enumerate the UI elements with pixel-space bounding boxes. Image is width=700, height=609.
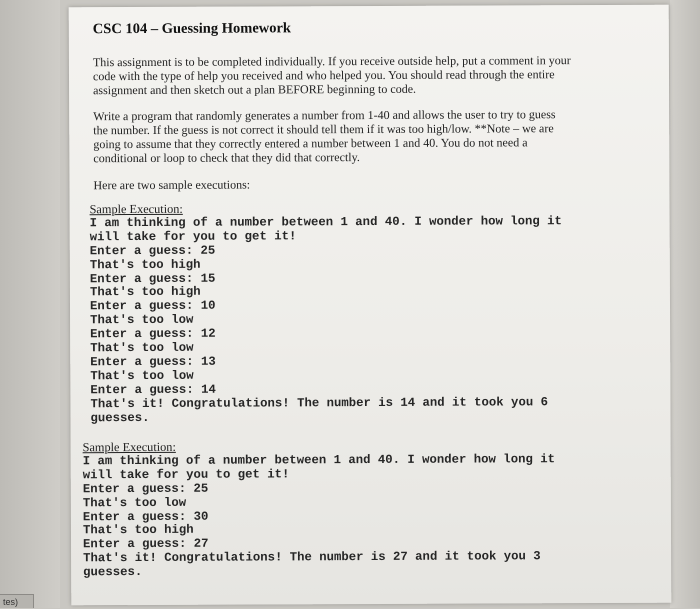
bottom-left-tab[interactable]: tes) — [0, 594, 34, 608]
output-line: Enter a guess: 15 — [89, 271, 216, 286]
output-line: That's too low — [90, 368, 194, 384]
instructions-paragraph: This assignment is to be completed individually. If you receive outside help, put a comment in your code with the type of help you received and who helped you. You should read through the entire assignment and then sketch out a plan BEFORE beginning to code. — [92, 53, 571, 98]
output-line: Enter a guess: 13 — [90, 354, 216, 370]
output-line: Enter a guess: 12 — [90, 326, 216, 342]
samples-intro: Here are two sample executions: — [93, 177, 251, 193]
output-line: Enter a guess: 30 — [82, 509, 209, 524]
left-background — [0, 0, 60, 608]
output-line: That's too high — [89, 285, 201, 300]
output-line: Enter a guess: 27 — [83, 537, 209, 552]
right-background — [670, 0, 700, 608]
sample-heading: Sample Execution: — [82, 439, 176, 455]
output-line: I am thinking of a number between 1 and 40. I wonder how long it — [82, 452, 555, 469]
output-line: That's too high — [82, 523, 194, 538]
sample-execution-2 — [83, 439, 582, 580]
output-line: Enter a guess: 25 — [89, 243, 216, 258]
output-line: guesses. — [83, 565, 143, 580]
document-title: CSC 104 – Guessing Homework — [92, 20, 292, 38]
output-line: will take for you to get it! — [82, 467, 290, 483]
output-line: That's it! Congratulations! The number is 27 and it took you 3 — [83, 549, 541, 566]
output-line: guesses. — [90, 410, 150, 425]
output-line: That's it! Congratulations! The number is 14 and it took you 6 — [90, 394, 548, 411]
document-page — [69, 5, 672, 606]
output-line: That's too low — [90, 313, 194, 328]
output-line: I am thinking of a number between 1 and 40. I wonder how long it — [89, 214, 562, 231]
task-paragraph: Write a program that randomly generates a number from 1-40 and allows the user to try to guess the number. If the guess is not correct it should tell them if it was too high/low. **Note – we are going to assume that they correctly entered a number between 1 and 40. You do not need a conditional or loop to check that they did that correctly. — [93, 107, 556, 166]
output-line: Enter a guess: 14 — [90, 382, 216, 398]
output-line: Enter a guess: 25 — [82, 481, 209, 496]
output-line: That's too low — [82, 495, 187, 510]
output-line: will take for you to get it! — [89, 229, 297, 245]
output-line: That's too high — [89, 257, 201, 272]
output-line: That's too low — [90, 340, 194, 356]
output-line: Enter a guess: 10 — [89, 299, 216, 314]
sample-execution-1 — [90, 201, 581, 426]
sample-heading: Sample Execution: — [89, 201, 183, 217]
